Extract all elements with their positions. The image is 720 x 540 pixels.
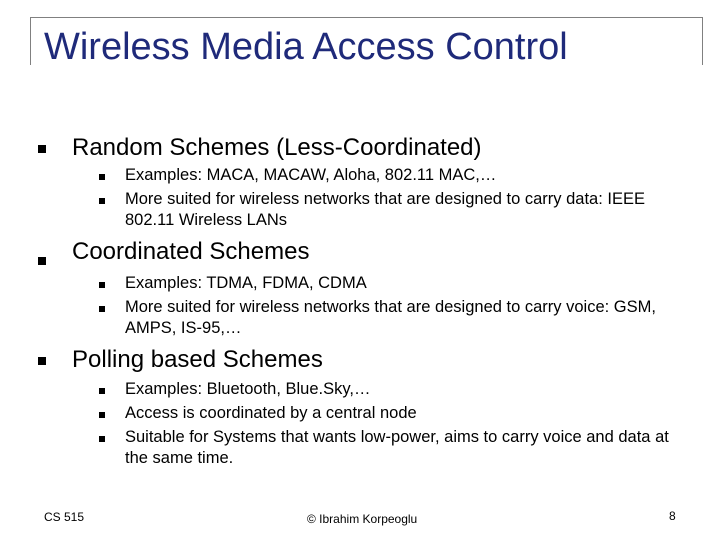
sub-bullet-square-icon xyxy=(99,388,105,394)
bullet-square-icon xyxy=(38,357,46,365)
frame-top-line xyxy=(30,17,702,18)
sub-bullet-square-icon xyxy=(99,282,105,288)
slide-title: Wireless Media Access Control xyxy=(44,26,568,68)
footer-author: © Ibrahim Korpeoglu xyxy=(307,512,418,526)
footer-course: CS 515 xyxy=(44,510,85,524)
bullet-item: Access is coordinated by a central node xyxy=(125,404,417,422)
section-heading: Polling based Schemes xyxy=(72,346,323,373)
bullet-item: More suited for wireless networks that are designed to carry data: IEEE 802.11 Wireless LANs xyxy=(125,190,645,229)
frame-left-line xyxy=(30,17,31,65)
sub-bullet-square-icon xyxy=(99,198,105,204)
section-heading: Coordinated Schemes xyxy=(72,238,310,265)
frame-right-line xyxy=(702,17,703,65)
sub-bullet-square-icon xyxy=(99,306,105,312)
bullet-item: Examples: MACA, MACAW, Aloha, 802.11 MAC,… xyxy=(125,166,497,184)
section-heading: Random Schemes (Less-Coordinated) xyxy=(72,134,482,161)
bullet-item: Examples: Bluetooth, Blue.Sky,… xyxy=(125,380,371,398)
sub-bullet-square-icon xyxy=(99,174,105,180)
bullet-square-icon xyxy=(38,145,46,153)
bullet-item: More suited for wireless networks that are designed to carry voice: GSM, AMPS, IS-95,… xyxy=(125,298,656,337)
footer-page-number: 8 xyxy=(669,509,676,523)
bullet-item: Suitable for Systems that wants low-power, aims to carry voice and data at the same time. xyxy=(125,428,669,467)
bullet-item: Examples: TDMA, FDMA, CDMA xyxy=(125,274,367,292)
bullet-square-icon xyxy=(38,257,46,265)
sub-bullet-square-icon xyxy=(99,436,105,442)
sub-bullet-square-icon xyxy=(99,412,105,418)
